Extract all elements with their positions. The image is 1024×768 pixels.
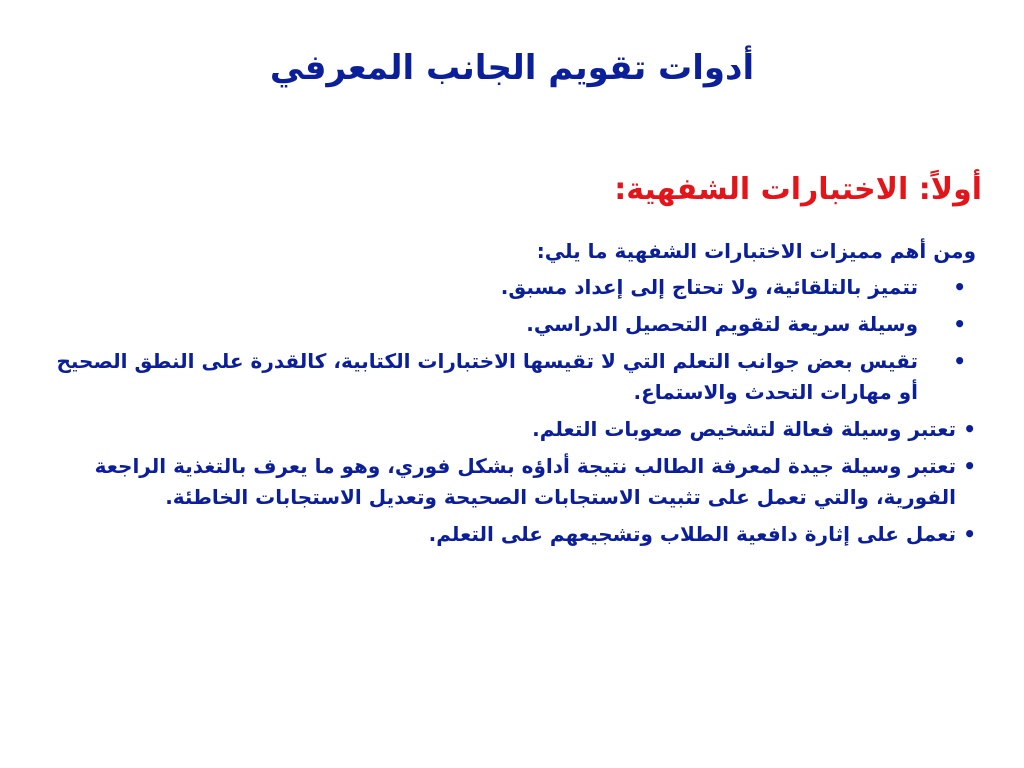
bullet-icon: • [963, 454, 976, 478]
list-item-text: تعتبر وسيلة فعالة لتشخيص صعوبات التعلم. [532, 417, 956, 441]
bullet-list [36, 272, 976, 550]
list-item-text: تعمل على إثارة دافعية الطلاب وتشجيعهم على التعلم. [428, 522, 956, 546]
bullet-icon: • [953, 275, 966, 299]
list-item [36, 519, 976, 550]
list-item-text: وسيلة سريعة لتقويم التحصيل الدراسي. [526, 312, 918, 336]
bullet-icon: • [963, 522, 976, 546]
intro-text: ومن أهم مميزات الاختبارات الشفهية ما يلي: [536, 239, 976, 263]
list-item [36, 272, 976, 303]
slide-title: أدوات تقويم الجانب المعرفي [269, 48, 755, 88]
bullet-icon: • [953, 312, 966, 336]
bullet-icon: • [953, 349, 966, 373]
section-heading: أولاً: الاختبارات الشفهية: [614, 172, 982, 207]
list-item [36, 346, 976, 408]
list-item [36, 309, 976, 340]
bullet-icon: • [963, 417, 976, 441]
list-item-text: تعتبر وسيلة جيدة لمعرفة الطالب نتيجة أداؤه بشكل فوري، وهو ما يعرف بالتغذية الراجعة الفورية، والتي تعمل على تثبيت الاستجابات الصحيحة وتعديل الاستجابات الخاطئة. [94, 454, 956, 509]
list-item-text: تقيس بعض جوانب التعلم التي لا تقيسها الاختبارات الكتابية، كالقدرة على النطق الصحيح أو مهارات التحدث والاستماع. [56, 349, 918, 404]
slide-content [36, 236, 976, 556]
list-item [36, 451, 976, 513]
list-item-text: تتميز بالتلقائية، ولا تحتاج إلى إعداد مسبق. [500, 275, 918, 299]
list-item [36, 414, 976, 445]
